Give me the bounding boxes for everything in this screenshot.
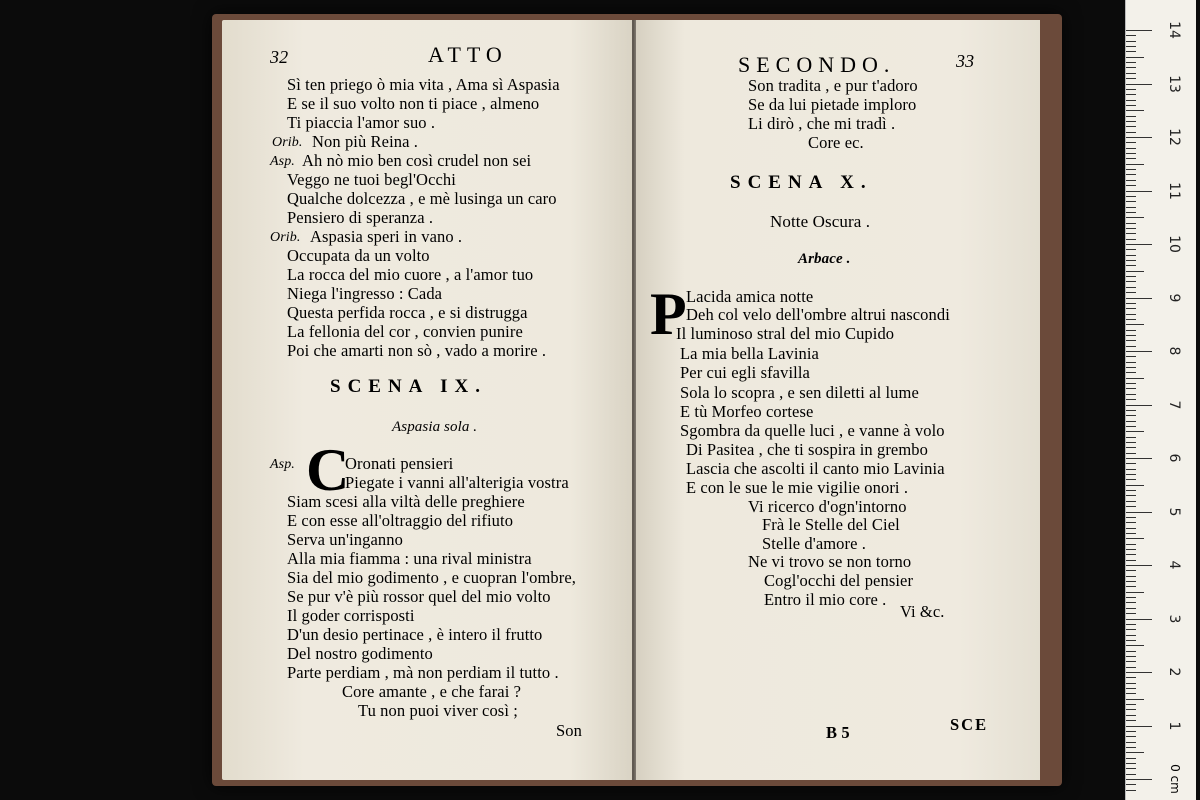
ruler-tick [1126, 388, 1136, 389]
text-line: Piegate i vanni all'alterigia vostra [345, 473, 569, 492]
text-line: Del nostro godimento [287, 644, 433, 663]
text-line: Parte perdiam , mà non perdiam il tutto . [287, 663, 559, 682]
text-line: Entro il mio core . [764, 590, 887, 609]
text-line: Son tradita , e pur t'adoro [748, 76, 918, 95]
text-line: Siam scesi alla viltà delle preghiere [287, 492, 525, 511]
ruler-tick [1126, 709, 1136, 710]
ruler-tick [1126, 142, 1136, 143]
ruler-number: 14 [1166, 21, 1182, 39]
ruler-tick [1126, 752, 1144, 753]
ruler-tick [1126, 613, 1136, 614]
ruler-tick [1126, 356, 1136, 357]
ruler-tick [1126, 624, 1136, 625]
ruler-tick [1126, 351, 1152, 352]
ruler-tick [1126, 41, 1136, 42]
ruler-tick [1126, 324, 1144, 325]
ruler-number: 4 [1166, 560, 1182, 570]
ruler-tick [1126, 747, 1136, 748]
speaker-label: Arbace . [798, 251, 851, 267]
ruler-tick [1126, 415, 1136, 416]
ruler-tick [1126, 201, 1136, 202]
ruler-tick [1126, 394, 1136, 395]
ruler-tick [1126, 495, 1136, 496]
text-line: Questa perfida rocca , e si distrugga [287, 303, 528, 322]
ruler-tick [1126, 602, 1136, 603]
text-line: Lacida amica notte [686, 287, 814, 306]
ruler-tick [1126, 619, 1152, 620]
ruler-tick [1126, 479, 1136, 480]
ruler-tick [1126, 447, 1136, 448]
ruler-tick [1126, 672, 1152, 673]
ruler-number: 10 [1166, 235, 1182, 253]
text-line: Tu non puoi viver così ; [358, 701, 518, 720]
ruler-tick [1126, 736, 1136, 737]
text-line: Non più Reina . [312, 132, 418, 151]
ruler-tick [1126, 758, 1136, 759]
ruler-tick [1126, 73, 1136, 74]
ruler-tick [1126, 506, 1136, 507]
ruler-tick [1126, 517, 1136, 518]
text-line: Di Pasitea , che ti sospira in grembo [686, 440, 928, 459]
ruler-tick [1126, 132, 1136, 133]
ruler-tick [1126, 426, 1136, 427]
ruler-tick [1126, 260, 1136, 261]
ruler-tick [1126, 292, 1136, 293]
text-line: Il goder corrisposti [287, 606, 415, 625]
ruler-unit-label: 0 cm [1167, 764, 1182, 794]
text-line: Aspasia speri in vano . [310, 227, 463, 246]
ruler-tick [1126, 239, 1136, 240]
speaker-label: Orib. [272, 135, 303, 150]
ruler-tick [1126, 731, 1136, 732]
ruler-tick [1126, 581, 1136, 582]
speaker-label: Asp. [270, 154, 295, 169]
text-line: Ah nò mio ben così crudel non sei [302, 151, 532, 170]
ruler-tick [1126, 774, 1136, 775]
text-line: Core ec. [808, 133, 864, 152]
text-line: E con le sue le mie vigilie onori . [686, 478, 909, 497]
ruler-tick [1126, 544, 1136, 545]
ruler-tick [1126, 688, 1136, 689]
ruler-tick [1126, 164, 1144, 165]
ruler-tick [1126, 554, 1136, 555]
text-line: Stelle d'amore . [762, 534, 866, 553]
text-line: Deh col velo dell'ombre altrui nascondi [686, 305, 950, 324]
ruler-tick [1126, 180, 1136, 181]
ruler-tick [1126, 549, 1136, 550]
ruler-tick [1126, 217, 1144, 218]
ruler-tick [1126, 362, 1136, 363]
ruler-tick [1126, 383, 1136, 384]
ruler-number: 12 [1166, 128, 1182, 146]
ruler-tick [1126, 586, 1136, 587]
ruler-tick [1126, 298, 1152, 299]
text-line: Alla mia fiamma : una rival ministra [287, 549, 532, 568]
ruler-tick [1126, 538, 1144, 539]
text-line: Vi &c. [900, 602, 945, 621]
ruler-tick [1126, 174, 1136, 175]
ruler-tick [1126, 592, 1144, 593]
text-line: D'un desio pertinace , è intero il frutto [287, 625, 543, 644]
text-line: Oronati pensieri [345, 454, 454, 473]
text-line: Sola lo scopra , e sen diletti al lume [680, 383, 919, 402]
ruler-tick [1126, 704, 1136, 705]
ruler-tick [1126, 84, 1152, 85]
ruler-tick [1126, 57, 1144, 58]
ruler-number: 13 [1166, 74, 1182, 93]
ruler-tick [1126, 207, 1136, 208]
ruler-tick [1126, 105, 1136, 106]
ruler-tick [1126, 100, 1136, 101]
ruler-tick [1126, 148, 1136, 149]
speaker-label: Asp. [270, 457, 295, 472]
ruler-tick [1126, 608, 1136, 609]
text-line: Qualche dolcezza , e mè lusinga un caro [287, 189, 557, 208]
text-line: E con esse all'oltraggio del rifiuto [287, 511, 514, 530]
speaker-label: Orib. [270, 230, 301, 245]
ruler-tick [1126, 303, 1136, 304]
ruler-tick [1126, 512, 1152, 513]
ruler-tick [1126, 244, 1152, 245]
text-line: Ne vi trovo se non torno [748, 552, 912, 571]
ruler-tick [1126, 410, 1136, 411]
text-line: E tù Morfeo cortese [680, 402, 814, 421]
ruler-tick [1126, 640, 1136, 641]
ruler-tick [1126, 597, 1136, 598]
right-running-head: SECONDO. [738, 52, 896, 77]
ruler-tick [1126, 431, 1144, 432]
ruler-number: 7 [1166, 400, 1182, 409]
ruler-tick [1126, 185, 1136, 186]
ruler-tick [1126, 94, 1136, 95]
ruler-number: 8 [1166, 346, 1182, 356]
scene-subtitle: Notte Oscura . [770, 212, 871, 231]
ruler-tick [1126, 645, 1144, 646]
text-line: Occupata da un volto [287, 246, 430, 265]
ruler-tick [1126, 635, 1136, 636]
ruler-tick [1126, 463, 1136, 464]
ruler-tick [1126, 715, 1136, 716]
scene-title: SCENA IX. [330, 376, 487, 397]
ruler-tick [1126, 720, 1136, 721]
ruler-number: 2 [1166, 667, 1182, 677]
ruler-tick [1126, 89, 1136, 90]
ruler-tick [1126, 271, 1144, 272]
text-line: Sì ten priego ò mia vita , Ama sì Aspasia [287, 75, 560, 94]
ruler-tick [1126, 656, 1136, 657]
catchword: Son [556, 721, 582, 740]
ruler-tick [1126, 405, 1152, 406]
ruler-tick [1126, 196, 1136, 197]
ruler-tick [1126, 233, 1136, 234]
text-line: Serva un'inganno [287, 530, 403, 549]
ruler-tick [1126, 629, 1136, 630]
ruler-tick [1126, 421, 1136, 422]
ruler-tick [1126, 490, 1136, 491]
ruler-tick [1126, 528, 1136, 529]
ruler-tick [1126, 378, 1144, 379]
text-line: Li dirò , che mi tradì . [748, 114, 896, 133]
ruler-tick [1126, 346, 1136, 347]
ruler-tick [1126, 191, 1152, 192]
ruler-tick [1126, 255, 1136, 256]
ruler-tick [1126, 265, 1136, 266]
text-line: Veggo ne tuoi begl'Occhi [287, 170, 456, 189]
text-line: Vi ricerco d'ogn'intorno [748, 497, 907, 516]
ruler-tick [1126, 742, 1136, 743]
ruler-tick [1126, 576, 1136, 577]
ruler-tick [1126, 62, 1136, 63]
ruler-tick [1126, 121, 1136, 122]
ruler-tick [1126, 779, 1152, 780]
ruler-tick [1126, 442, 1136, 443]
text-line: Ti piaccia l'amor suo . [287, 113, 436, 132]
ruler-tick [1126, 458, 1152, 459]
right-page-number: 33 [956, 51, 975, 71]
ruler-tick [1126, 153, 1136, 154]
ruler-tick [1126, 35, 1136, 36]
ruler-tick [1126, 372, 1136, 373]
ruler-tick [1126, 169, 1136, 170]
text-line: Poi che amarti non sò , vado a morire . [287, 341, 547, 360]
ruler-tick [1126, 651, 1136, 652]
drop-cap: C [306, 437, 350, 503]
ruler-number: 9 [1166, 293, 1182, 302]
text-line: Frà le Stelle del Ciel [762, 515, 900, 534]
text-line: La rocca del mio cuore , a l'amor tuo [287, 265, 534, 284]
text-line: Se da lui pietade imploro [748, 95, 917, 114]
ruler-tick [1126, 67, 1136, 68]
text-line: Lascia che ascolti il canto mio Lavinia [686, 459, 945, 478]
ruler-tick [1126, 281, 1136, 282]
ruler-tick [1126, 319, 1136, 320]
ruler-tick [1126, 228, 1136, 229]
ruler-tick [1126, 116, 1136, 117]
ruler-tick [1126, 565, 1152, 566]
ruler-tick [1126, 308, 1136, 309]
signature-mark: B 5 [826, 723, 850, 742]
left-page-number: 32 [270, 47, 289, 67]
scene-title: SCENA X. [730, 172, 873, 193]
text-line: Cogl'occhi del pensier [764, 571, 914, 590]
text-line: Niega l'ingresso : Cada [287, 284, 443, 303]
ruler-tick [1126, 485, 1144, 486]
ruler-tick [1126, 699, 1144, 700]
text-line: Core amante , e che farai ? [342, 682, 522, 701]
ruler-tick [1126, 330, 1136, 331]
catchword: SCE [950, 715, 989, 734]
ruler-tick [1126, 570, 1136, 571]
ruler-tick [1126, 522, 1136, 523]
ruler-tick [1126, 437, 1136, 438]
ruler-tick [1126, 453, 1136, 454]
text-line: La fellonia del cor , convien punire [287, 322, 523, 341]
ruler-tick [1126, 78, 1136, 79]
left-running-head: ATTO [428, 42, 508, 67]
ruler-tick [1126, 693, 1136, 694]
text-line: Il luminoso stral del mio Cupido [676, 324, 895, 343]
text-line: Pensiero di speranza . [287, 208, 434, 227]
drop-cap: P [650, 281, 687, 347]
text-line: E se il suo volto non ti piace , almeno [287, 94, 540, 113]
measuring-ruler [1125, 0, 1196, 800]
ruler-tick [1126, 30, 1152, 31]
ruler-tick [1126, 501, 1136, 502]
text-line: Se pur v'è più rossor quel del mio volto [287, 587, 551, 606]
ruler-number: 3 [1166, 614, 1182, 623]
ruler-tick [1126, 763, 1136, 764]
ruler-tick [1126, 667, 1136, 668]
ruler-tick [1126, 533, 1136, 534]
ruler-number: 6 [1166, 453, 1182, 463]
ruler-tick [1126, 126, 1136, 127]
ruler-tick [1126, 212, 1136, 213]
ruler-tick [1126, 367, 1136, 368]
ruler-tick [1126, 768, 1136, 769]
ruler-tick [1126, 137, 1152, 138]
ruler-tick [1126, 683, 1136, 684]
ruler-tick [1126, 469, 1136, 470]
ruler-tick [1126, 314, 1136, 315]
ruler-tick [1126, 790, 1136, 791]
ruler-number: 1 [1166, 721, 1182, 730]
ruler-tick [1126, 158, 1136, 159]
ruler-tick [1126, 677, 1136, 678]
text-line: La mia bella Lavinia [680, 344, 819, 363]
ruler-tick [1126, 340, 1136, 341]
ruler-tick [1126, 110, 1144, 111]
ruler-number: 11 [1166, 181, 1182, 200]
ruler-tick [1126, 249, 1136, 250]
text-line: Sgombra da quelle luci , e vanne à volo [680, 421, 945, 440]
ruler-tick [1126, 474, 1136, 475]
ruler-tick [1126, 287, 1136, 288]
ruler-tick [1126, 784, 1136, 785]
ruler-tick [1126, 399, 1136, 400]
ruler-tick [1126, 46, 1136, 47]
ruler-tick [1126, 661, 1136, 662]
ruler-tick [1126, 726, 1152, 727]
ruler-tick [1126, 223, 1136, 224]
scene-subtitle: Aspasia sola . [392, 419, 478, 435]
ruler-tick [1126, 335, 1136, 336]
text-line: Sia del mio godimento , e cuopran l'ombre, [287, 568, 576, 587]
ruler-tick [1126, 276, 1136, 277]
text-line: Per cui egli sfavilla [680, 363, 810, 382]
ruler-tick [1126, 51, 1136, 52]
ruler-number: 5 [1166, 507, 1182, 516]
ruler-tick [1126, 560, 1136, 561]
